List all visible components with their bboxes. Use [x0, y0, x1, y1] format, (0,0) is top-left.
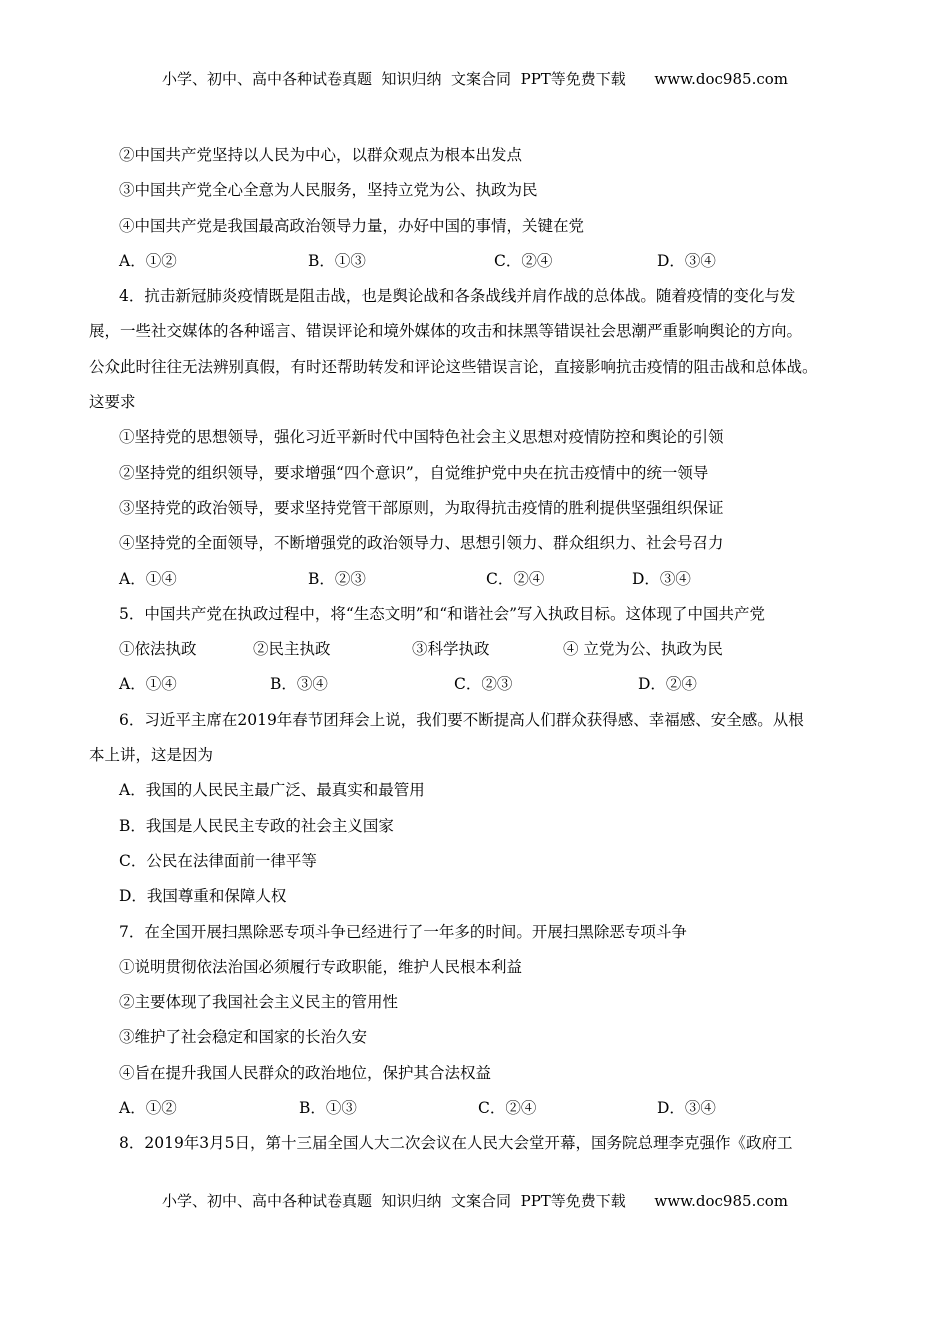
q7-item: ③维护了社会稳定和国家的长治久安 [119, 1028, 368, 1047]
q5-option-d: D．②④ [638, 675, 697, 694]
q7-option-d: D．③④ [657, 1099, 716, 1118]
q3-item: ④中国共产党是我国最高政治领导力量，办好中国的事情，关键在党 [119, 216, 585, 235]
q4-item: ④坚持党的全面领导，不断增强党的政治领导力、思想引领力、群众组织力、社会号召力 [119, 534, 724, 553]
q7-options [89, 1091, 879, 1126]
q3-item: ②中国共产党坚持以人民为中心，以群众观点为根本出发点 [119, 146, 523, 164]
q4-stem: 展，一些社交媒体的各种谣言、错误评论和境外媒体的攻击和抹黑等错误社会思潮严重影响舆论的方向。 [89, 322, 803, 341]
page-footer: 小学、初中、高中各种试卷真题 知识归纳 文案合同 PPT等免费下载 www.doc985.com [161, 1192, 788, 1210]
q6-stem: 本上讲，这是因为 [89, 746, 214, 765]
q6-option-a: A．我国的人民民主最广泛、最真实和最管用 [119, 781, 425, 800]
q5-items [89, 632, 879, 667]
q5-options [89, 667, 879, 702]
q5-option-c: C．②③ [454, 675, 513, 694]
q3-option-c: C．②④ [494, 251, 553, 270]
q7-option-b: B．①③ [299, 1099, 357, 1118]
q7-item: ②主要体现了我国社会主义民主的管用性 [119, 993, 399, 1012]
q5-item: ①依法执政 [119, 640, 197, 659]
page-header: 小学、初中、高中各种试卷真题 知识归纳 文案合同 PPT等免费下载 www.doc985.com [161, 70, 788, 88]
q4-item: ③坚持党的政治领导，要求坚持党管干部原则，为取得抗击疫情的胜利提供坚强组织保证 [119, 498, 724, 517]
q4-option-a: A．①④ [119, 569, 177, 588]
q4-stem: 4．抗击新冠肺炎疫情既是阻击战，也是舆论战和各条战线并肩作战的总体战。随着疫情的变化与发 [119, 287, 796, 306]
q6-stem: 6．习近平主席在2019年春节团拜会上说，我们要不断提高人们群众获得感、幸福感、安全感。从根 [119, 710, 804, 729]
q7-option-c: C．②④ [478, 1099, 537, 1118]
q3-options [89, 244, 879, 279]
q3-option-d: D．③④ [657, 251, 716, 270]
q3-option-a: A．①② [119, 251, 177, 270]
page-content [89, 138, 879, 1162]
q5-item: ④ 立党为公、执政为民 [563, 640, 723, 659]
q4-options [89, 562, 879, 597]
q6-option-c: C．公民在法律面前一律平等 [119, 851, 317, 870]
q5-option-b: B．③④ [270, 675, 328, 694]
q4-item: ①坚持党的思想领导，强化习近平新时代中国特色社会主义思想对疫情防控和舆论的引领 [119, 428, 724, 447]
q3-item: ③中国共产党全心全意为人民服务，坚持立党为公、执政为民 [119, 181, 538, 200]
q3-option-b: B．①③ [308, 251, 366, 270]
q6-option-d: D．我国尊重和保障人权 [119, 887, 287, 906]
q7-stem: 7．在全国开展扫黑除恶专项斗争已经进行了一年多的时间。开展扫黑除恶专项斗争 [119, 922, 687, 941]
q4-stem: 公众此时往往无法辨别真假，有时还帮助转发和评论这些错误言论，直接影响抗击疫情的阻击战和总体战。 [89, 357, 818, 376]
q7-item: ④旨在提升我国人民群众的政治地位，保护其合法权益 [119, 1063, 492, 1082]
q5-item: ③科学执政 [412, 640, 490, 659]
q4-stem: 这要求 [89, 393, 136, 412]
q4-option-b: B．②③ [308, 569, 366, 588]
q7-option-a: A．①② [119, 1099, 177, 1118]
q5-option-a: A．①④ [119, 675, 177, 694]
q4-option-d: D．③④ [632, 569, 691, 588]
q5-stem: 5．中国共产党在执政过程中，将“生态文明”和“和谐社会”写入执政目标。这体现了中国共产党 [119, 604, 766, 623]
q4-option-c: C．②④ [486, 569, 545, 588]
q4-item: ②坚持党的组织领导，要求增强“四个意识”，自觉维护党中央在抗击疫情中的统一领导 [119, 463, 709, 482]
q7-item: ①说明贯彻依法治国必须履行专政职能，维护人民根本利益 [119, 957, 523, 976]
q8-stem: 8．2019年3月5日，第十三届全国人大二次会议在人民大会堂开幕，国务院总理李克强作《政府工 [119, 1134, 793, 1153]
q5-item: ②民主执政 [253, 640, 331, 659]
q6-option-b: B．我国是人民民主专政的社会主义国家 [119, 816, 394, 835]
